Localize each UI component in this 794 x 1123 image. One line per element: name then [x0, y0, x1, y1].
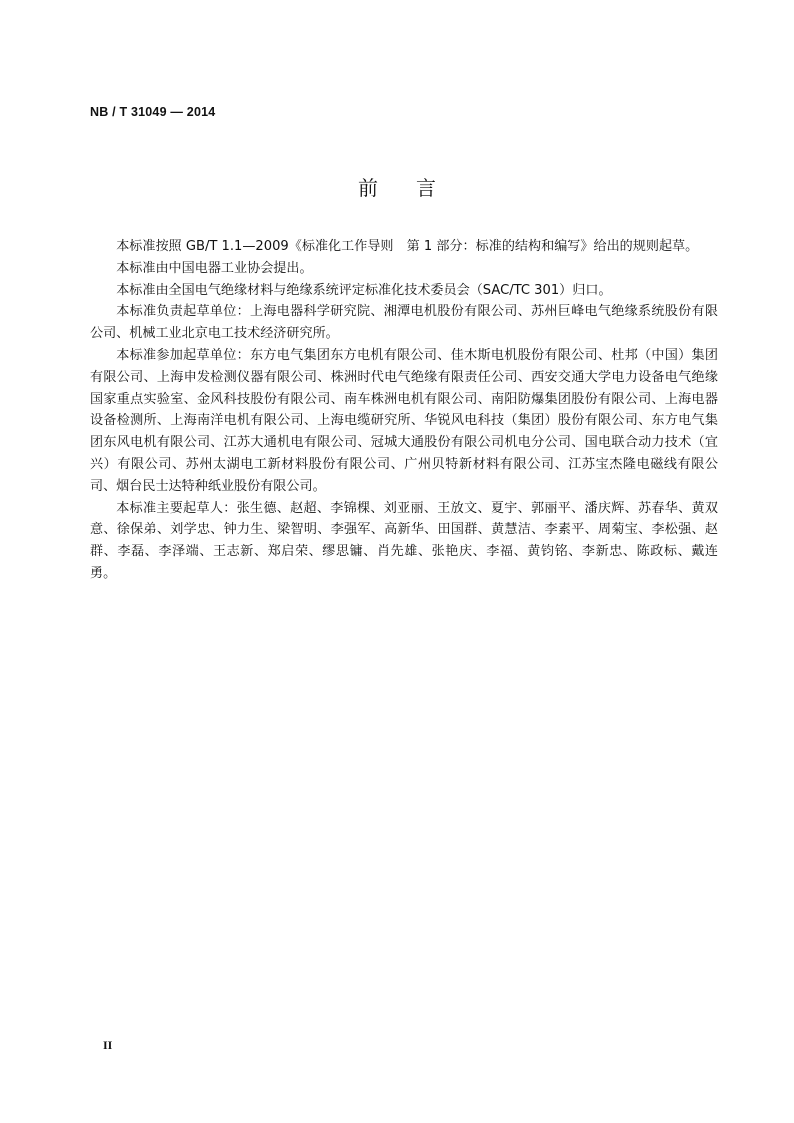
foreword-body — [90, 236, 718, 585]
page-number: II — [103, 1038, 113, 1052]
paragraph-participating-units: 本标准参加起草单位：东方电气集团东方电机有限公司、佳木斯电机股份有限公司、杜邦（中国）集团有限公司、上海申发检测仪器有限公司、株洲时代电气绝缘有限责任公司、西安交通大学电力设备电气绝缘国家重点实验室、金风科技股份有限公司、南车株洲电机有限公司、南阳防爆集团股份有限公司、上海电器设备检测所、上海南洋电机有限公司、上海电缆研究所、华锐风电科技（集团）股份有限公司、东方电气集团东风电机有限公司、江苏大通机电有限公司、冠城大通股份有限公司机电分公司、国电联合动力技术（宜兴）有限公司、苏州太湖电工新材料股份有限公司、广州贝特新材料有限公司、江苏宝杰隆电磁线有限公司、烟台民士达特种纸业股份有限公司。 — [90, 347, 718, 494]
paragraph-proposer: 本标准由中国电器工业协会提出。 — [116, 260, 313, 276]
paragraph-drafting-rules: 本标准按照 GB/T 1.1—2009《标准化工作导则 第 1 部分：标准的结构和编写》给出的规则起草。 — [116, 239, 699, 254]
paragraph-main-drafters: 本标准主要起草人：张生德、赵超、李锦棵、刘亚丽、王放文、夏宇、郭丽平、潘庆辉、苏春华、黄双意、徐保弟、刘学忠、钟力生、梁智明、李强军、高新华、田国群、黄慧洁、李素平、周菊宝、李松强、赵群、李磊、李泽端、王志新、郑启荣、缪思镛、肖先雄、张艳庆、李福、黄钧铭、李新忠、陈政标、戴连勇。 — [90, 500, 718, 581]
standard-number: NB / T 31049 — 2014 — [90, 105, 216, 119]
page-title: 前言 — [358, 176, 474, 200]
paragraph-technical-committee: 本标准由全国电气绝缘材料与绝缘系统评定标准化技术委员会（SAC/TC 301）归口。 — [116, 282, 612, 298]
paragraph-responsible-units: 本标准负责起草单位：上海电器科学研究院、湘潭电机股份有限公司、苏州巨峰电气绝缘系统股份有限公司、机械工业北京电工技术经济研究所。 — [90, 304, 718, 342]
